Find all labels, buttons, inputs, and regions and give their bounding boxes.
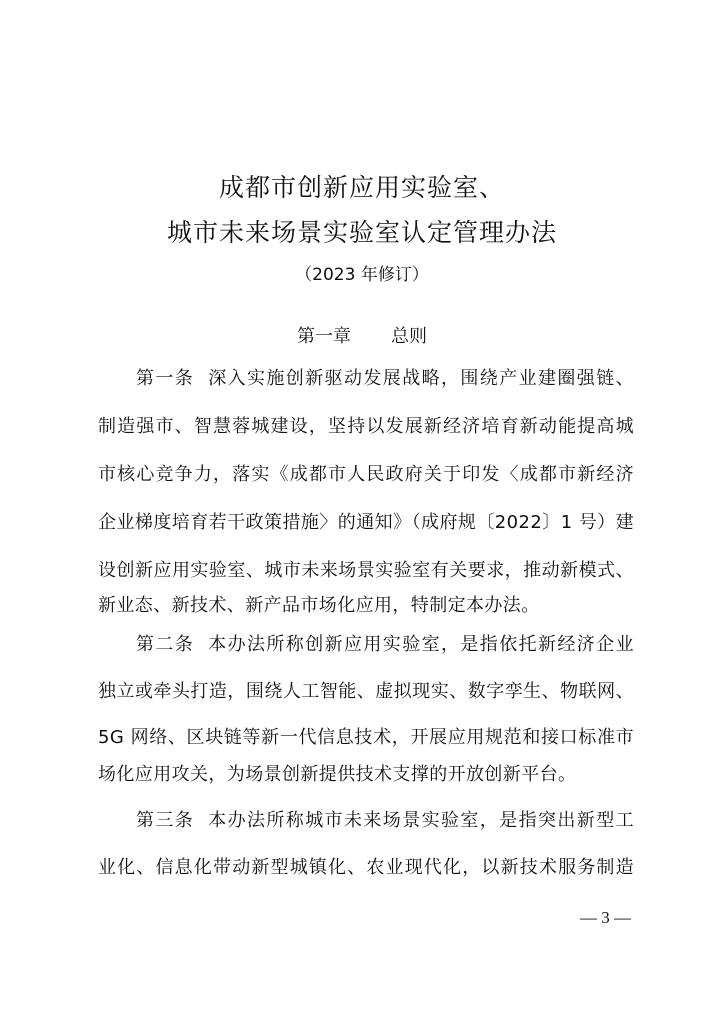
chapter-name: 总则 [391, 326, 427, 347]
article-3-line-2: 业化、信息化带动新型城镇化、农业现代化，以新技术服务制造 [98, 857, 634, 878]
article-2-label: 第二条 [136, 634, 195, 655]
article-2-line-2: 独立或牵头打造，围绕人工智能、虚拟现实、数字孪生、物联网、 [98, 681, 634, 702]
article-1-line-1: 第一条 深入实施创新驱动发展战略，围绕产业建圈强链、 [136, 368, 634, 389]
document-title-line-1: 成都市创新应用实验室、 [218, 173, 505, 202]
page-number: — 3 — [580, 908, 631, 927]
article-2-line-3: 5G 网络、区块链等新一代信息技术，开展应用规范和接口标准市 [98, 727, 634, 748]
article-1-label: 第一条 [136, 368, 195, 389]
chapter-number: 第一章 [297, 326, 351, 347]
chapter-heading [0, 322, 724, 348]
article-1-line-4: 企业梯度培育若干政策措施〉的通知》（成府规〔2022〕1 号）建 [98, 512, 634, 533]
article-3-label: 第三条 [136, 810, 195, 831]
article-3-line-1: 第三条 本办法所称城市未来场景实验室，是指突出新型工 [136, 810, 634, 831]
article-2-line-1: 第二条 本办法所称创新应用实验室，是指依托新经济企业 [136, 634, 634, 655]
document-title-line-2: 城市未来场景实验室认定管理办法 [166, 218, 557, 247]
article-1-line-2: 制造强市、智慧蓉城建设，坚持以发展新经济培育新动能提高城 [98, 416, 634, 437]
article-2-line-4: 场化应用攻关，为场景创新提供技术支撑的开放创新平台。 [98, 764, 577, 785]
article-1-line-6: 新业态、新技术、新产品市场化应用，特制定本办法。 [98, 595, 540, 616]
article-1-line-5: 设创新应用实验室、城市未来场景实验室有关要求，推动新模式、 [98, 560, 634, 581]
article-1-line-3: 市核心竞争力，落实《成都市人民政府关于印发〈成都市新经济 [98, 464, 634, 485]
document-subtitle: （2023 年修订） [295, 265, 429, 285]
